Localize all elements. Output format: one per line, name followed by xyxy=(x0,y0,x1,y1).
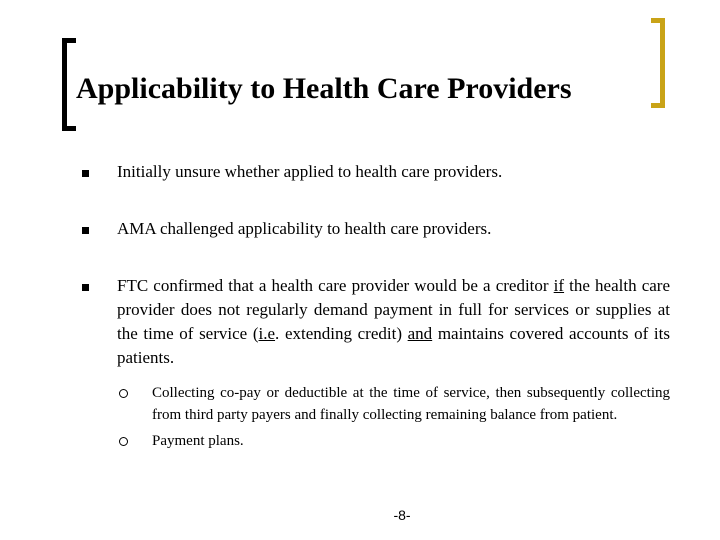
sub-bullet-list xyxy=(117,382,670,452)
underlined-term-and: and xyxy=(407,324,433,343)
bullet-text: Initially unsure whether applied to health care providers. xyxy=(117,162,503,181)
bullet-list xyxy=(80,160,670,452)
sub-bullet-text: Collecting co-pay or deductible at the time of service, then subsequently collecting from third party payers and finally collecting remaining balance from patient. xyxy=(152,385,670,423)
bullet-item-3 xyxy=(80,274,670,452)
square-bullet-icon xyxy=(82,170,89,177)
bullet-text-segment: FTC confirmed that a health care provider would be a creditor xyxy=(117,276,554,295)
bullet-text xyxy=(117,274,670,370)
square-bullet-icon xyxy=(82,227,89,234)
page-number: -8- xyxy=(393,507,411,523)
bracket-left-icon xyxy=(62,38,76,131)
underlined-term-if: if xyxy=(553,276,565,295)
sub-bullet-item-1 xyxy=(117,382,670,426)
hollow-circle-bullet-icon xyxy=(119,437,128,446)
bullet-item-2 xyxy=(80,217,670,241)
slide-title: Applicability to Health Care Providers xyxy=(76,72,572,105)
hollow-circle-bullet-icon xyxy=(119,389,128,398)
bracket-right-icon xyxy=(651,18,665,108)
bullet-text: AMA challenged applicability to health care providers. xyxy=(117,219,492,238)
bullet-item-1 xyxy=(80,160,670,184)
bullet-text-segment: maintains covered accounts of its patients. xyxy=(117,324,670,367)
square-bullet-icon xyxy=(82,284,89,291)
underlined-term-ie: i.e xyxy=(258,324,276,343)
sub-bullet-item-2 xyxy=(117,430,670,452)
sub-bullet-text: Payment plans. xyxy=(152,433,244,449)
bullet-text-segment: . extending credit) xyxy=(275,324,408,343)
bullet-text-segment: the health care provider does not regularly demand payment in full for services or supplies at the time of service ( xyxy=(117,276,670,343)
